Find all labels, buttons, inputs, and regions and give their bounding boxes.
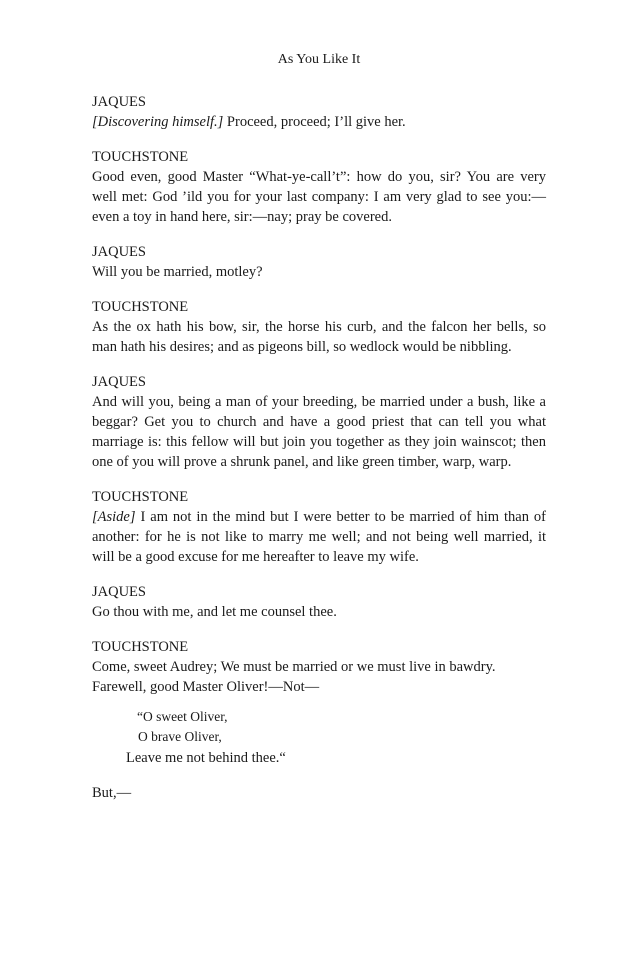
speaker-name: JAQUES [92, 584, 146, 600]
speech-line: I am not in the mind but I were better to be married of him than of another: for he is not like to marry me well; and not being well married, it will be a good excuse for me hereafter to leave my wife. [92, 509, 546, 565]
speech-text [92, 112, 546, 132]
closing-line: But,— [92, 785, 132, 801]
speech-text: Good even, good Master “What-ye-call’t”: how do you, sir? You are very well met: God ’ild you for your last company: I am very glad to see you:—even a toy in hand here, sir:—nay; pray be covered. [92, 169, 546, 225]
verse-line: Leave me not behind thee.“ [126, 750, 286, 766]
speech-line: Proceed, proceed; I’ll give her. [223, 114, 406, 130]
stage-direction: [Discovering himself.] [92, 114, 224, 130]
speech-touchstone-3 [92, 487, 546, 567]
verse-line: “O sweet Oliver, [137, 709, 228, 724]
speech-jaques-3 [92, 372, 546, 472]
speech-touchstone-2 [92, 297, 546, 357]
speaker-name: TOUCHSTONE [92, 489, 189, 505]
speaker-name: JAQUES [92, 374, 146, 390]
speech-text [92, 507, 546, 567]
speech-text: Farewell, good Master Oliver!—Not— [92, 679, 320, 695]
speaker-name: TOUCHSTONE [92, 639, 189, 655]
speech-text: Go thou with me, and let me counsel thee. [92, 604, 337, 620]
speaker-name: TOUCHSTONE [92, 299, 189, 315]
speech-jaques-2 [92, 242, 546, 282]
speech-text: And will you, being a man of your breeding, be married under a bush, like a beggar? Get you to church and have a good priest that can tell you what marriage is: this fellow will but join you together as they join wainscot; then one of you will prove a shrunk panel, and like green timber, warp, warp. [92, 394, 546, 470]
speaker-name: TOUCHSTONE [92, 149, 189, 165]
speech-touchstone-final [92, 637, 546, 803]
speech-text: As the ox hath his bow, sir, the horse his curb, and the falcon her bells, so man hath his desires; and as pigeons bill, so wedlock would be nibbling. [92, 319, 546, 355]
speech-text: Come, sweet Audrey; We must be married or we must live in bawdry. [92, 659, 496, 675]
speaker-name: JAQUES [92, 244, 146, 260]
speech-touchstone-1 [92, 147, 546, 227]
verse-line: O brave Oliver, [138, 729, 222, 744]
speaker-name: JAQUES [92, 94, 146, 110]
speech-jaques-4 [92, 582, 546, 622]
running-header: As You Like It [277, 52, 361, 67]
stage-direction: [Aside] [92, 509, 136, 525]
speech-text: Will you be married, motley? [92, 264, 263, 280]
song-verse [92, 707, 546, 769]
speech-jaques-1 [92, 92, 546, 132]
